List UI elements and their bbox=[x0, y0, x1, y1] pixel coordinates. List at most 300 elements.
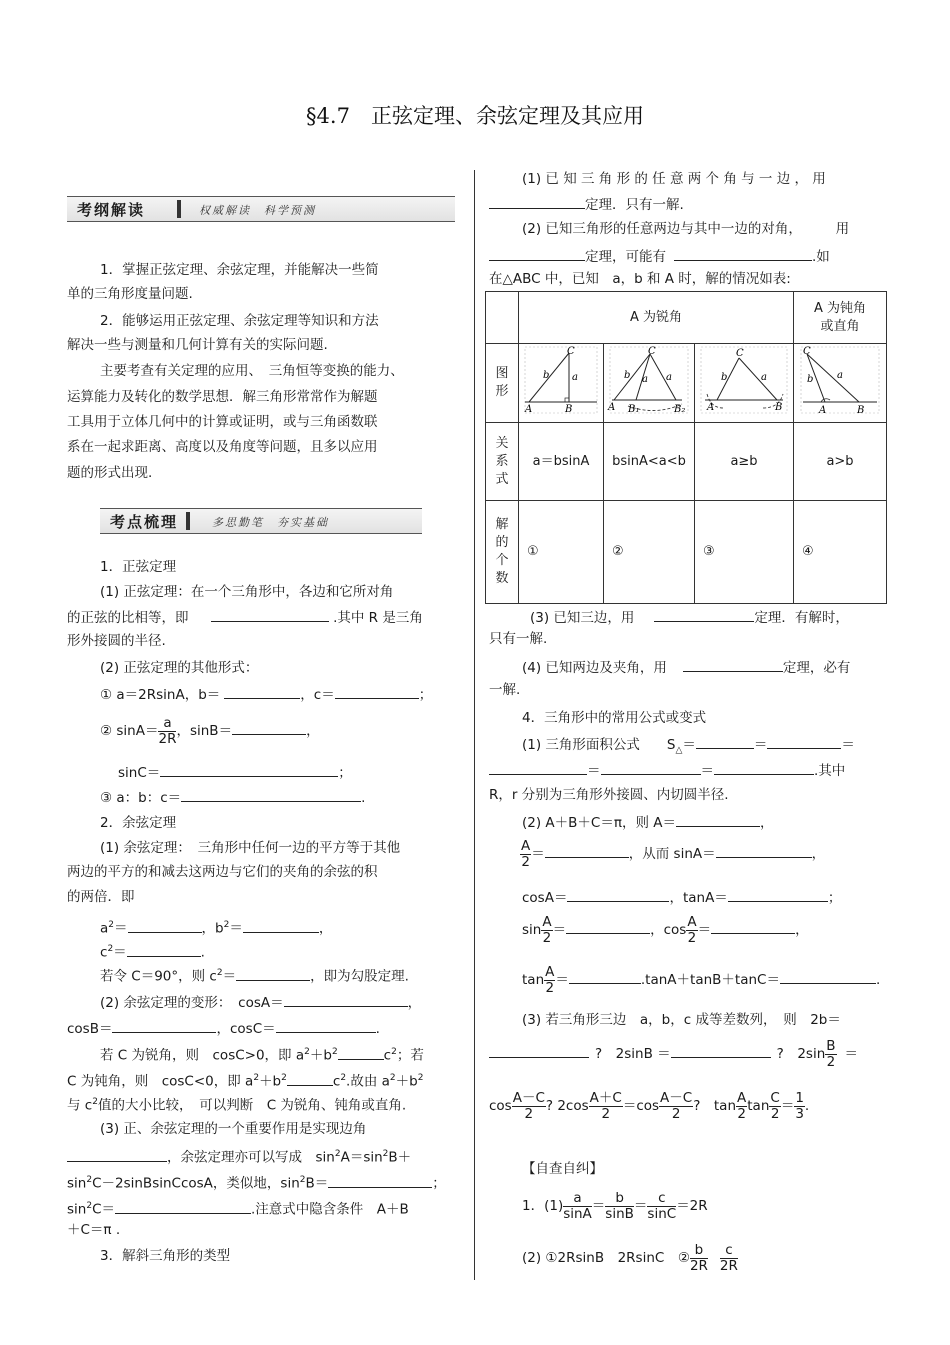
text: . bbox=[200, 944, 205, 961]
table-cell: a>b bbox=[794, 423, 887, 501]
vertex-label: B bbox=[775, 402, 783, 413]
text: 定理．只有一解. bbox=[585, 197, 684, 213]
label-char: 的 bbox=[495, 535, 509, 550]
label-char: 系 bbox=[495, 453, 509, 469]
text: (3) 已知三边，用 bbox=[530, 610, 635, 626]
text: ； bbox=[338, 765, 352, 781]
text-line: 形外接圆的半径. bbox=[67, 633, 166, 649]
numerator: B bbox=[826, 1037, 836, 1054]
blank bbox=[128, 918, 202, 933]
side-label: b bbox=[721, 372, 728, 383]
label-char: 式 bbox=[495, 471, 509, 487]
blank bbox=[671, 1043, 771, 1058]
fraction bbox=[720, 1243, 738, 1274]
numerator: 1 bbox=[795, 1089, 804, 1106]
fraction bbox=[769, 1091, 780, 1122]
blank bbox=[780, 969, 876, 984]
text: ，即为勾股定理. bbox=[310, 968, 409, 985]
vertex-label: A bbox=[525, 404, 533, 415]
text: ? 2cos bbox=[545, 1098, 589, 1114]
formula-line: $a^2=$ ，$b^2=$ ， bbox=[100, 916, 332, 938]
text: ① a＝2RsinA，b＝ bbox=[100, 687, 221, 703]
label-char: 个 bbox=[495, 553, 509, 568]
text-line: (1) 已 知 三 角 形 的 任 意 两 个 角 与 一 边 ， 用 bbox=[522, 171, 826, 187]
formula-line bbox=[522, 734, 855, 760]
formula-line: ，余弦定理亦可以写成 $\sin^2A=\sin^2B+$ bbox=[67, 1145, 411, 1167]
formula-line bbox=[67, 1018, 380, 1038]
text-line: R，r 分别为三角形外接圆、内切圆半径. bbox=[489, 787, 729, 803]
triangle-figure-two-solutions bbox=[606, 344, 692, 416]
section-heading: 4．三角形中的常用公式或变式 bbox=[522, 710, 707, 726]
blank bbox=[211, 607, 329, 622]
text: ， bbox=[760, 815, 774, 831]
side-label: a bbox=[572, 372, 578, 383]
text: cosA＝ bbox=[522, 890, 568, 906]
numerator: c bbox=[720, 1243, 738, 1259]
text: (1) 三角形面积公式 S bbox=[522, 737, 676, 753]
numerator: A bbox=[542, 913, 552, 930]
blank bbox=[236, 966, 310, 981]
text: ＝ bbox=[552, 922, 567, 938]
fraction bbox=[512, 1091, 546, 1122]
formula-line bbox=[100, 992, 421, 1012]
formula-line: C 为钝角，则 cosC<0，即 $a^2+b^2$ $c^2$.故由 $a^2+b^2$ bbox=[67, 1069, 423, 1091]
formula-line: 若令 C＝90°，则 $c^2=$ ，即为勾股定理. bbox=[100, 964, 409, 986]
text: B＋ bbox=[388, 1149, 412, 1166]
fraction bbox=[686, 915, 697, 946]
blank bbox=[489, 1043, 589, 1058]
denominator: 2 bbox=[687, 929, 697, 946]
blank bbox=[566, 919, 650, 934]
formula-line: $c^2=$ . bbox=[100, 940, 205, 962]
text-line: (3) 正、余弦定理的一个重要作用是实现边角 bbox=[100, 1121, 367, 1137]
blank bbox=[714, 760, 814, 775]
numerator: C bbox=[770, 1089, 780, 1106]
label-char: 形 bbox=[495, 384, 509, 399]
text: 与 c bbox=[67, 1097, 93, 1114]
blank bbox=[683, 657, 783, 672]
text-line: (1) 余弦定理： 三角形中任何一边的平方等于其他 bbox=[100, 840, 401, 856]
text: ＝2R bbox=[676, 1198, 708, 1214]
text: ＝ bbox=[780, 1098, 795, 1114]
text: ＝ bbox=[844, 1046, 859, 1062]
table-cell: ② bbox=[604, 501, 695, 604]
formula-line bbox=[489, 1088, 809, 1124]
text: ＝ bbox=[682, 737, 696, 753]
table-cell: ③ bbox=[695, 501, 794, 604]
goal-1: 1．掌握正弦定理、余弦定理，并能解决一些简 bbox=[100, 262, 379, 278]
table-cell: bsinA<a<b bbox=[604, 423, 695, 501]
banner-divider bbox=[186, 512, 190, 530]
text: sin bbox=[522, 922, 542, 938]
formula-line bbox=[522, 887, 841, 907]
vertex-label: A bbox=[819, 405, 827, 416]
denominator: 2R bbox=[689, 1257, 708, 1274]
triangle-figure-one-solution bbox=[697, 344, 791, 416]
fraction bbox=[605, 1191, 634, 1222]
text: .其中 R 是三角 bbox=[333, 610, 423, 626]
denominator: 2 bbox=[542, 929, 552, 946]
banner-label: 考点梳理 bbox=[110, 513, 179, 531]
analysis-line: 运算能力及转化的数学思想．解三角形常常作为解题 bbox=[67, 389, 378, 405]
solution-cases-table bbox=[485, 291, 887, 604]
blank bbox=[696, 734, 754, 749]
fraction bbox=[589, 1091, 623, 1122]
vertex-label: B₂ bbox=[674, 404, 686, 415]
section-heading: 2．余弦定理 bbox=[100, 815, 177, 831]
denominator: 2 bbox=[545, 979, 555, 996]
analysis-line: 题的形式出现. bbox=[67, 465, 153, 481]
text: cosB＝ bbox=[67, 1021, 113, 1037]
fraction bbox=[794, 1091, 805, 1122]
text: 定理．有解时， bbox=[754, 610, 849, 626]
blank bbox=[67, 1147, 167, 1162]
denominator: 2 bbox=[770, 1105, 780, 1122]
formula-line bbox=[522, 812, 774, 832]
text-line: (2) 正弦定理的其他形式： bbox=[100, 660, 259, 676]
blank bbox=[160, 762, 338, 777]
numerator: a bbox=[158, 716, 176, 732]
blank bbox=[328, 1173, 432, 1188]
vertex-label: C bbox=[567, 346, 575, 357]
vertex-label: B bbox=[565, 404, 573, 415]
blank bbox=[711, 919, 795, 934]
text: ， bbox=[811, 846, 826, 862]
text-line bbox=[489, 194, 684, 214]
numerator: A＋C bbox=[589, 1089, 622, 1106]
formula-line bbox=[100, 684, 432, 704]
text: ＋b bbox=[259, 1073, 282, 1090]
text: ＝ bbox=[531, 846, 545, 862]
formula-line: $\sin^2C=$ .注意式中隐含条件 A＋B bbox=[67, 1197, 409, 1219]
blank bbox=[567, 887, 669, 902]
text: 若 C 为锐角，则 cosC>0，即 a bbox=[100, 1047, 305, 1064]
blank bbox=[224, 684, 300, 699]
section-banner-syllabus bbox=[67, 196, 455, 222]
text: ， bbox=[795, 922, 809, 938]
blank bbox=[181, 787, 361, 802]
denominator: 2 bbox=[601, 1105, 611, 1122]
text: .tanA＋tanB＋tanC＝ bbox=[640, 972, 780, 988]
blank bbox=[728, 887, 828, 902]
text: ＝ bbox=[697, 922, 712, 938]
label-char: 图 bbox=[495, 366, 509, 381]
text-line: 两边的平方的和减去这两边与它们的夹角的余弦的积 bbox=[67, 864, 378, 880]
text: . bbox=[361, 790, 366, 806]
blank bbox=[284, 992, 408, 1007]
denominator: sinB bbox=[605, 1205, 634, 1222]
text: tan bbox=[747, 1098, 770, 1114]
blank bbox=[112, 1018, 216, 1033]
text: ，余弦定理亦可以写成 sin bbox=[167, 1149, 335, 1166]
text: 1．(1) bbox=[522, 1198, 564, 1214]
numerator: A－C bbox=[512, 1089, 545, 1106]
text: ，c＝ bbox=[300, 687, 335, 703]
triangle-figure-right-angle bbox=[521, 344, 601, 416]
table-header bbox=[794, 292, 887, 344]
numerator: A bbox=[737, 1089, 747, 1106]
text: ， bbox=[306, 723, 320, 739]
text: ， bbox=[407, 995, 422, 1011]
blank bbox=[569, 969, 641, 984]
denominator: sinA bbox=[563, 1205, 592, 1222]
blank bbox=[654, 607, 754, 622]
label-char: 关 bbox=[495, 435, 509, 451]
text: ＝ bbox=[753, 737, 768, 753]
goal-2-cont: 解决一些与测量和几何计算有关的实际问题. bbox=[67, 337, 328, 353]
text: 值的大小比较， 可以判断 C 为锐角、钝角或直角. bbox=[97, 1097, 407, 1114]
text: ， bbox=[318, 920, 333, 937]
row-label bbox=[486, 344, 519, 423]
denominator: 2 bbox=[521, 853, 530, 870]
blank bbox=[489, 194, 585, 209]
blank bbox=[489, 760, 587, 775]
text: c bbox=[332, 1073, 341, 1090]
fraction bbox=[541, 915, 552, 946]
self-check-heading: 【自查自纠】 bbox=[522, 1161, 603, 1177]
banner-label: 考纲解读 bbox=[77, 201, 146, 219]
text-line bbox=[522, 657, 850, 677]
table-cell: a＝bsinA bbox=[519, 423, 604, 501]
blank bbox=[545, 843, 629, 858]
side-label: a bbox=[642, 374, 648, 385]
side-label: a bbox=[666, 372, 672, 383]
header-line: 或直角 bbox=[820, 318, 860, 334]
formula-line bbox=[489, 760, 845, 780]
blank bbox=[243, 918, 319, 933]
formula-line bbox=[489, 1036, 858, 1072]
text: 的正弦的比相等，即 bbox=[67, 610, 189, 626]
blank bbox=[232, 720, 306, 735]
text: ；若 bbox=[396, 1047, 424, 1064]
text: ＝ bbox=[114, 920, 128, 937]
text: ； bbox=[418, 687, 433, 703]
blank bbox=[601, 760, 701, 775]
blank bbox=[338, 1045, 384, 1060]
table-row bbox=[486, 344, 887, 423]
text: ＋b bbox=[395, 1073, 418, 1090]
text: c bbox=[100, 944, 108, 961]
text: (4) 已知两边及夹角，用 bbox=[522, 660, 667, 676]
text: ? 2sin bbox=[776, 1046, 826, 1062]
text: ＝ bbox=[222, 968, 237, 985]
fraction bbox=[690, 1243, 708, 1274]
formula-line: $\sin^2C-2sinBsinCcosA$，类似地，$\sin^2B=$ ； bbox=[67, 1171, 446, 1193]
text: (2) 余弦定理的变形： cosA＝ bbox=[100, 995, 284, 1011]
section-heading: 1．正弦定理 bbox=[100, 559, 177, 575]
formula-line bbox=[520, 836, 825, 872]
text: C 为钝角，则 cosC<0，即 a bbox=[67, 1073, 254, 1090]
table-cell: ④ bbox=[794, 501, 887, 604]
vertex-label: C bbox=[736, 348, 744, 359]
numerator: A bbox=[687, 913, 697, 930]
denominator: 2 bbox=[737, 1105, 746, 1122]
figure-cell bbox=[794, 344, 887, 423]
goal-1-cont: 单的三角形度量问题. bbox=[67, 286, 193, 302]
text-line: 一解. bbox=[489, 682, 521, 698]
subscript: △ bbox=[675, 745, 683, 756]
text-line: (2) 已知三角形的任意两边与其中一边的对角， 用 bbox=[522, 221, 850, 237]
text: cos bbox=[489, 1098, 512, 1114]
vertex-label: A bbox=[707, 402, 715, 413]
vertex-label: A bbox=[608, 402, 616, 413]
numerator: b bbox=[690, 1243, 708, 1259]
analysis-line: 主要考查有关定理的应用、 三角恒等变换的能力、 bbox=[100, 363, 404, 379]
table-row bbox=[486, 292, 887, 344]
numerator: a bbox=[563, 1191, 592, 1207]
side-label: a bbox=[837, 370, 843, 381]
text: B＝ bbox=[305, 1175, 329, 1192]
text: .其中 bbox=[814, 763, 846, 779]
text-line bbox=[67, 607, 423, 627]
table-header: A 为锐角 bbox=[519, 292, 794, 344]
text: ； bbox=[432, 1175, 446, 1192]
formula-line bbox=[522, 912, 809, 948]
figure-cell bbox=[519, 344, 604, 423]
fraction bbox=[825, 1039, 836, 1070]
blank bbox=[335, 684, 419, 699]
row-label bbox=[486, 501, 519, 604]
text-line: 在△ABC 中，已知 a，b 和 A 时，解的情况如表: bbox=[489, 271, 791, 287]
vertex-label: B₁ bbox=[628, 404, 640, 415]
denominator: 2 bbox=[826, 1053, 836, 1070]
label-char: 数 bbox=[495, 571, 509, 586]
banner-subtitle: 多思勤笔 夯实基础 bbox=[212, 516, 329, 529]
text: ③ a：b：c＝ bbox=[100, 790, 182, 806]
numerator: b bbox=[605, 1191, 634, 1207]
text: sin bbox=[67, 1175, 87, 1192]
numerator: A bbox=[545, 963, 555, 980]
text: . bbox=[804, 1098, 810, 1114]
formula-line bbox=[118, 762, 352, 782]
formula-line bbox=[522, 962, 880, 998]
table-row bbox=[486, 423, 887, 501]
text: ② sinA＝ bbox=[100, 723, 159, 739]
text: C＝ bbox=[92, 1201, 116, 1218]
triangle-figure-obtuse bbox=[797, 344, 883, 416]
formula-line bbox=[100, 787, 365, 807]
answer-line bbox=[522, 1188, 708, 1224]
blank bbox=[674, 246, 812, 261]
text-line: 的两倍．即 bbox=[67, 889, 135, 905]
text: ? 2sinB ＝ bbox=[595, 1046, 671, 1062]
side-label: b bbox=[807, 374, 814, 385]
blank bbox=[115, 1199, 251, 1214]
label-char: 解 bbox=[495, 517, 509, 532]
section-heading: 3．解斜三角形的类型 bbox=[100, 1248, 231, 1264]
text: ＝cos bbox=[622, 1098, 660, 1114]
text: ，sinB＝ bbox=[176, 723, 233, 739]
section-banner-points bbox=[100, 508, 422, 534]
fraction bbox=[647, 1191, 676, 1222]
page-title: §4.7 正弦定理、余弦定理及其应用 bbox=[306, 104, 644, 128]
text: ? tan bbox=[693, 1098, 737, 1114]
text-line bbox=[530, 607, 849, 627]
fraction bbox=[563, 1191, 592, 1222]
table-cell: a≥b bbox=[695, 423, 794, 501]
text: ＋b bbox=[309, 1047, 332, 1064]
text: ＝ bbox=[841, 737, 855, 753]
fraction bbox=[158, 716, 176, 747]
text: ，cosC＝ bbox=[216, 1021, 276, 1037]
text: 若令 C＝90°，则 c bbox=[100, 968, 217, 985]
vertex-label: C bbox=[648, 346, 656, 357]
text: tan bbox=[522, 972, 545, 988]
text: ； bbox=[827, 890, 842, 906]
formula-line: 与 $c^2$值的大小比较， 可以判断 C 为锐角、钝角或直角. bbox=[67, 1097, 407, 1114]
header-line: A 为钝角 bbox=[814, 300, 867, 316]
denominator: 2R bbox=[158, 730, 177, 747]
figure-cell bbox=[695, 344, 794, 423]
text: ，从而 sinA＝ bbox=[628, 846, 716, 862]
side-label: b bbox=[624, 370, 631, 381]
text: ＝ bbox=[587, 763, 601, 779]
text: .如 bbox=[812, 249, 830, 265]
text-line: (1) 正弦定理：在一个三角形中，各边和它所对角 bbox=[100, 584, 394, 600]
analysis-line: 工具用于立体几何中的计算或证明，或与三角函数联 bbox=[67, 414, 378, 430]
text: ＝ bbox=[591, 1198, 606, 1214]
side-label: b bbox=[543, 370, 550, 381]
text: A＝sin bbox=[340, 1149, 383, 1166]
blank bbox=[716, 843, 812, 858]
numerator: A bbox=[521, 837, 531, 854]
text: ＝ bbox=[113, 944, 127, 961]
denominator: 2 bbox=[524, 1105, 534, 1122]
text-line: (3) 若三角形三边 a，b，c 成等差数列， 则 2b＝ bbox=[522, 1012, 841, 1028]
text: ，b bbox=[201, 920, 224, 937]
answer-line bbox=[522, 1240, 738, 1276]
vertex-label: B bbox=[857, 405, 865, 416]
blank bbox=[767, 734, 841, 749]
column-divider bbox=[474, 170, 475, 1280]
denominator: 2R bbox=[719, 1257, 738, 1274]
denominator: 3 bbox=[795, 1105, 804, 1122]
denominator: sinC bbox=[647, 1205, 677, 1222]
text: .故由 a bbox=[346, 1073, 390, 1090]
text: sinC＝ bbox=[118, 765, 161, 781]
text-line: ＋C＝π . bbox=[67, 1222, 121, 1238]
row-label bbox=[486, 423, 519, 501]
text: C－2sinBsinCcosA，类似地，sin bbox=[92, 1175, 300, 1192]
blank bbox=[287, 1071, 333, 1086]
text: ＝ bbox=[555, 972, 569, 988]
numerator: A－C bbox=[660, 1089, 693, 1106]
numerator: c bbox=[647, 1191, 676, 1207]
figure-cell bbox=[604, 344, 695, 423]
text: ＝ bbox=[229, 920, 243, 937]
side-label: a bbox=[761, 372, 767, 383]
table-cell: ① bbox=[519, 501, 604, 604]
fraction bbox=[659, 1091, 693, 1122]
blank bbox=[676, 812, 760, 827]
formula-line: 若 C 为锐角，则 cosC>0，即 $a^2+b^2$ $c^2$；若 bbox=[100, 1043, 424, 1065]
text: a bbox=[100, 920, 109, 937]
text: ，tanA＝ bbox=[669, 890, 728, 906]
text: .注意式中隐含条件 A＋B bbox=[251, 1201, 409, 1218]
text: ＝ bbox=[700, 763, 714, 779]
blank bbox=[489, 246, 585, 261]
text: c bbox=[383, 1047, 392, 1064]
fraction bbox=[736, 1091, 747, 1122]
text: sin bbox=[67, 1201, 87, 1218]
text: ＝ bbox=[633, 1198, 648, 1214]
text-line bbox=[489, 246, 830, 266]
analysis-line: 系在一起求距离、高度以及角度等问题，且多以应用 bbox=[67, 439, 378, 455]
text: . bbox=[875, 972, 881, 988]
table-row bbox=[486, 501, 887, 604]
text: 定理，可能有 bbox=[585, 249, 666, 265]
formula-line bbox=[100, 713, 320, 749]
